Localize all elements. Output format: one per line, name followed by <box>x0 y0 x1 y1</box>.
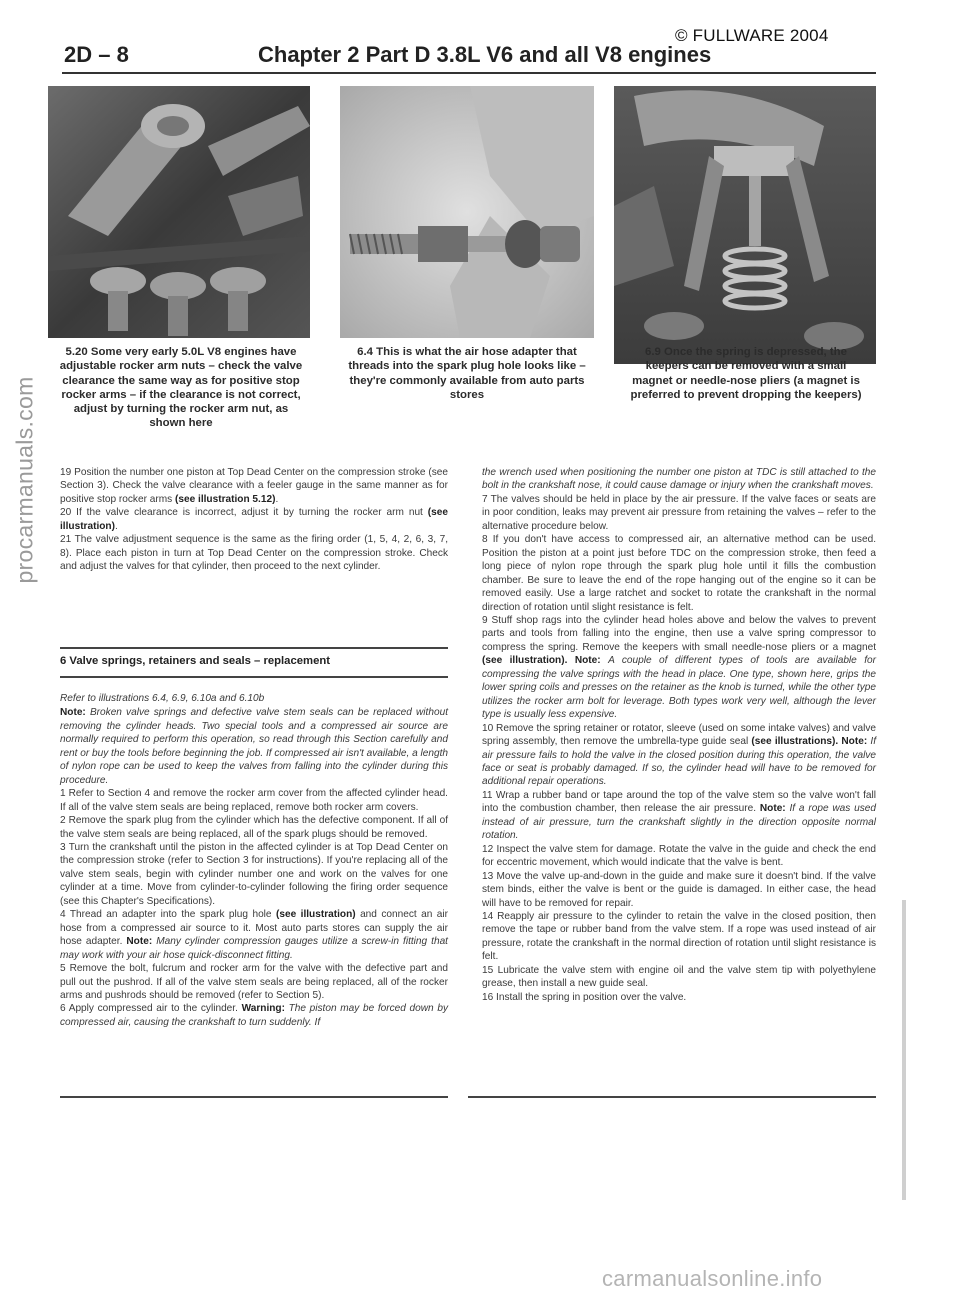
step-12: 12 Inspect the valve stem for damage. Rotate the valve in the guide and check the end for eccentric movement, which would indicate that the valve is bent. <box>482 843 876 869</box>
step-6: 6 Apply compressed air to the cylinder. Warning: The piston may be forced down by compressed air, causing the crankshaft to turn suddenly. If <box>60 1003 448 1028</box>
step-1: 1 Refer to Section 4 and remove the rocker arm cover from the affected cylinder head. If all of the valve stem seals are being replaced, remove both rocker arm covers. <box>60 788 448 813</box>
refer-illustrations: Refer to illustrations 6.4, 6.9, 6.10a and 6.10b <box>60 693 265 704</box>
illustration-ref: (see illustration 5.12) <box>175 493 276 505</box>
copyright-notice: © FULLWARE 2004 <box>675 26 829 45</box>
step-21: 21 The valve adjustment sequence is the same as the firing order (1, 5, 4, 2, 6, 3, 7, 8). Place each piston in turn at Top Dead Center on the compression stroke. Check and adjust the valves for that cylinder, then proceed to the next cylinder. <box>60 534 448 573</box>
step-9: 9 Stuff shop rags into the cylinder head holes above and below the valves to prevent parts and tools from falling into the engine, then use a valve spring compressor to compress the spring. Remove the keepers with small needle-nose pliers or a magnet (see illustration). Note: A couple of different types of tools are available for compressing the valve springs with the head in place. One type, shown here, grips the lower spring coils and presses on the retainer as the knob is turned, while the other type utilizes the rocker arm bolt for leverage. Both types work very well, although the lever type is usually less expensive. <box>482 614 876 721</box>
figure-caption-5-20: 5.20 Some very early 5.0L V8 engines have adjustable rocker arm nuts – check the valve clearance the same way as for positive stop rocker arms – if the clearance is not correct, adjust by turning the rocker arm nut, as shown here <box>59 346 303 430</box>
step-4: 4 Thread an adapter into the spark plug hole (see illustration) and connect an air hose from a compressed air source to it. Most auto parts stores can supply the air hose adapter. Note: Many cylinder compression gauges utilize a screw-in fitting that may work with your air hose quick-disconnect fitting. <box>60 909 449 961</box>
step-2: 2 Remove the spark plug from the cylinder which has the defective component. If all of the valve stem seals are being replaced, all of the spark plugs should be removed. <box>60 815 448 840</box>
section-rule-top <box>60 647 448 649</box>
step-19: 19 Position the number one piston at Top Dead Center on the compression stroke (see Section 3). Check the valve clearance with a feeler gauge in the same manner as for positive stop rocker arms (see illustration 5.12). <box>60 467 448 505</box>
step-10: 10 Remove the spring retainer or rotator, sleeve (used on some intake valves) and valve spring assembly, then remove the umbrella-type guide seal (see illustrations). Note: If air pressure fails to hold the valve in the closed position during this operation, the valve face or seat is probably damaged. If so, the cylinder head will have to be removed for additional repair operations. <box>482 722 876 788</box>
header-rule <box>62 72 876 74</box>
photo-valve-spring-compressor <box>614 86 876 364</box>
figure-caption-6-9: 6.9 Once the spring is depressed, the keepers can be removed with a small magnet or needle-nose pliers (a magnet is preferred to prevent dropping the keepers) <box>630 346 862 401</box>
step-13: 13 Move the valve up-and-down in the guide and make sure it doesn't bind. If the valve stem binds, either the valve is bent or the guide is damaged. In either case, the head will have to be removed for repair. <box>482 870 876 909</box>
figure-caption-6-4: 6.4 This is what the air hose adapter that threads into the spark plug hole looks like – they're commonly available from auto parts stores <box>348 346 586 401</box>
left-column <box>60 466 448 574</box>
step-16: 16 Install the spring in position over the valve. <box>482 991 687 1003</box>
photo-rocker-arm-adjustment <box>48 86 310 338</box>
photo-air-hose-adapter <box>340 86 594 338</box>
step-15: 15 Lubricate the valve stem with engine oil and the valve stem tip with polyethylene grease, then install a new guide seal. <box>482 964 876 990</box>
section-rule-bottom <box>60 676 448 678</box>
side-watermark: procarmanuals.com <box>11 376 38 584</box>
right-column <box>482 466 876 1004</box>
right-bottom-rule <box>468 1096 876 1098</box>
step-5: 5 Remove the bolt, fulcrum and rocker arm for the valve with the defective part and pull out the pushrod. If all of the valve stem seals are being replaced, all of the rocker arms and pushrods should be removed (refer to Section 5). <box>60 963 448 1001</box>
step-14: 14 Reapply air pressure to the cylinder to retain the valve in the closed position, then remove the tape or rubber band from the valve stem. If a rope was used instead of air pressure, rotate the crankshaft in the normal direction of rotation until slight resistance is felt. <box>482 910 876 963</box>
section-6-title: 6 Valve springs, retainers and seals – replacement <box>60 655 331 667</box>
illustration-ref: (see illustration). <box>482 655 568 667</box>
step-3: 3 Turn the crankshaft until the piston in the affected cylinder is at Top Dead Center on the compression stroke (refer to Section 3 for instructions). If you're replacing all of the valve stem seals, begin with cylinder number one and work on the valves for one cylinder at a time. Move from cylinder-to-cylinder following the firing order sequence (see this Chapter's Specifications). <box>60 841 448 907</box>
illustration-ref: (see illustration) <box>276 909 356 921</box>
left-bottom-rule <box>60 1096 448 1098</box>
step-20: 20 If the valve clearance is incorrect, adjust it by turning the rocker arm nut (see illustration). <box>60 507 448 532</box>
illustration-ref: (see illustrations). <box>751 736 839 748</box>
left-column-section-6 <box>60 692 448 1029</box>
section-note: Note: Broken valve springs and defective valve stem seals can be replaced without removing the cylinder heads. Two special tools and a compressed air source are normally required to perform this operation, so read through this Section carefully and rent or buy the tools before beginning the job. If compressed air isn't available, a length of nylon rope can be used to keep the valves from falling into the cylinder during this procedure. <box>60 707 448 786</box>
warning-continued: the wrench used when positioning the number one piston at TDC is still attached to the bolt in the crankshaft nose, it could cause damage or injury when the crankshaft moves. <box>482 467 876 492</box>
page-edge-shadow <box>902 900 906 1200</box>
page-number: 2D – 8 <box>64 42 129 67</box>
illustration-ref: (see illustration) <box>60 507 448 532</box>
step-7: 7 The valves should be held in place by the air pressure. If the valve faces or seats are in poor condition, leaks may prevent air pressure from retaining the valves – refer to the alternative procedure below. <box>482 493 876 532</box>
footer-watermark: carmanualsonline.info <box>602 1266 823 1291</box>
chapter-title: Chapter 2 Part D 3.8L V6 and all V8 engines <box>258 42 712 67</box>
step-11: 11 Wrap a rubber band or tape around the top of the valve stem so the valve won't fall into the combustion chamber, then release the air pressure. Note: If a rope was used instead of air pressure, turn the crankshaft slightly in the direction opposite normal rotation. <box>482 789 877 842</box>
step-8: 8 If you don't have access to compressed air, an alternative method can be used. Position the piston at a point just before TDC on the compression stroke, then feed a long piece of nylon rope through the spark plug hole until it fills the combustion chamber. Be sure to leave the end of the rope hanging out of the engine so it can be removed easily. Use a large ratchet and socket to rotate the crankshaft in the normal direction of rotation until slight resistance is felt. <box>482 534 876 613</box>
